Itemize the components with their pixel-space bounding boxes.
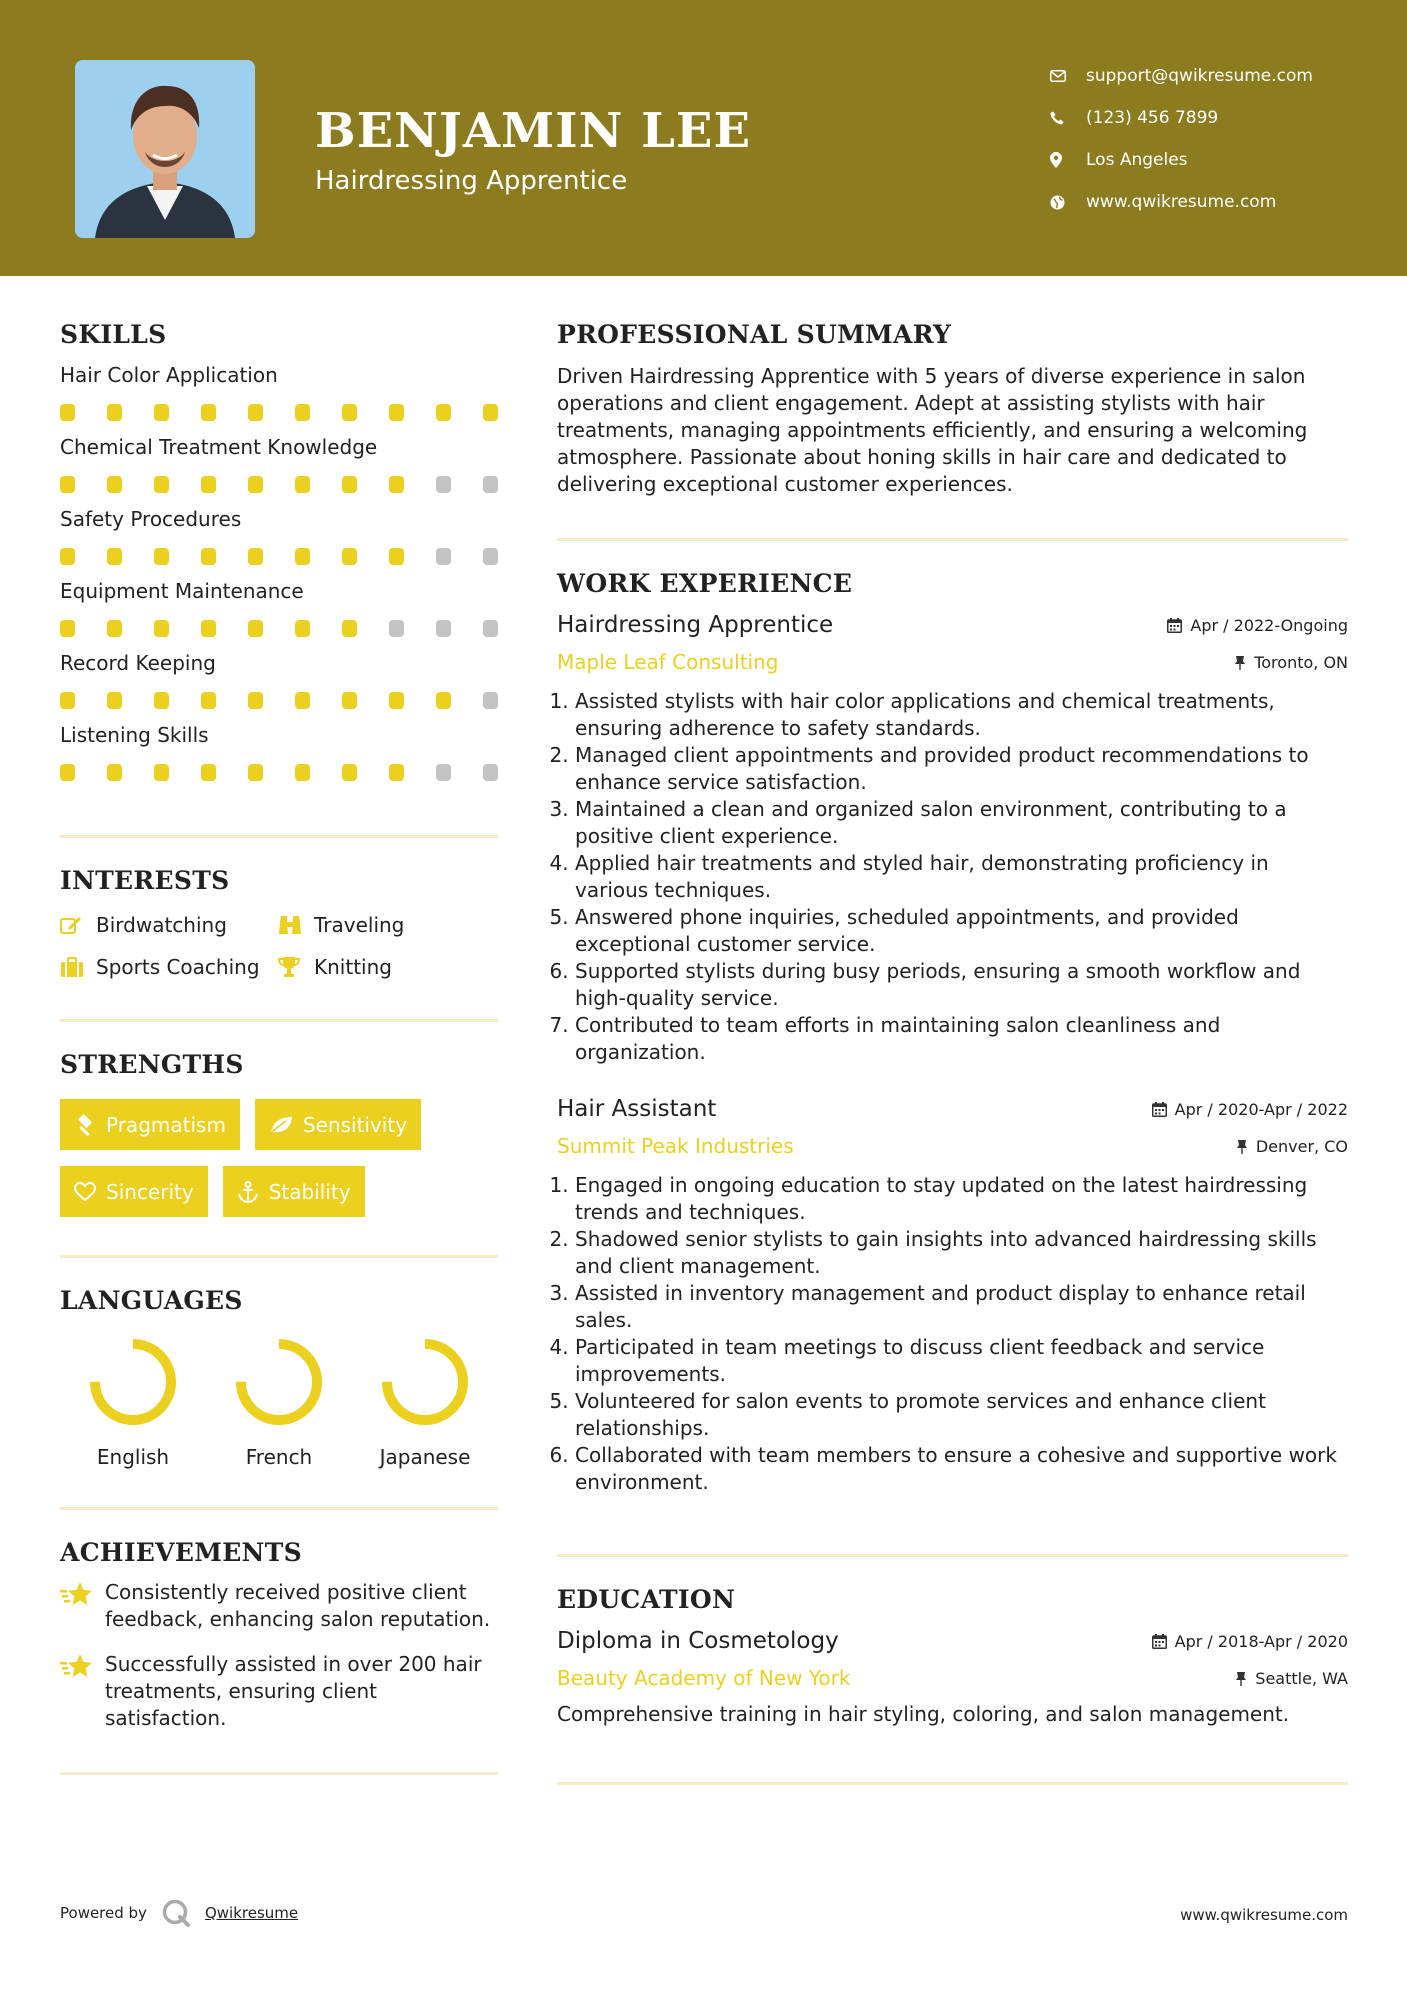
- interest-item: [278, 913, 498, 937]
- job-location-text: Denver, CO: [1255, 1136, 1348, 1156]
- rating-dot-filled: [248, 692, 263, 709]
- rating-dot-filled: [60, 548, 75, 565]
- job-dates-text: Apr / 2020-Apr / 2022: [1174, 1099, 1348, 1119]
- suitcase-icon: [60, 957, 96, 977]
- education-dates: [1152, 1632, 1348, 1651]
- skill-rating: [60, 476, 498, 493]
- leaf-icon: [269, 1115, 293, 1135]
- language-name: English: [96, 1445, 170, 1469]
- contact-phone[interactable]: [1050, 97, 1313, 139]
- education-description: Comprehensive training in hair styling, coloring, and salon management.: [557, 1702, 1290, 1726]
- job-bullet: 6. Collaborated with team members to ensure a cohesive and supportive work environment.: [575, 1442, 1348, 1496]
- contact-website-text: www.qwikresume.com: [1086, 192, 1277, 212]
- achievement-item: [60, 1579, 498, 1633]
- language-name: Japanese: [379, 1445, 471, 1469]
- skill-name: Equipment Maintenance: [60, 579, 304, 603]
- interest-label: Sports Coaching: [96, 955, 260, 979]
- skill-name: Safety Procedures: [60, 507, 242, 531]
- skill-rating: [60, 548, 498, 565]
- calendar-icon: [1152, 1634, 1167, 1649]
- pushpin-icon: [1236, 1139, 1248, 1154]
- job-location-text: Toronto, ON: [1254, 652, 1348, 672]
- job-bullet: 5. Volunteered for salon events to promote services and enhance client relationships.: [575, 1388, 1348, 1442]
- job-bullet: 4. Applied hair treatments and styled hair, demonstrating proficiency in various techniques.: [575, 850, 1348, 904]
- strength-label: Stability: [268, 1179, 351, 1204]
- candidate-title: Hairdressing Apprentice: [315, 166, 628, 196]
- rating-dot-filled: [201, 620, 216, 637]
- language-item: [206, 1337, 352, 1469]
- skill-rating: [60, 404, 498, 421]
- rating-dot-filled: [248, 620, 263, 637]
- education-entry: [557, 1628, 1348, 1726]
- trophy-icon: [278, 956, 314, 978]
- rating-dot-filled: [107, 764, 122, 781]
- star-icon: [60, 1651, 105, 1732]
- skills-heading: SKILLS: [60, 320, 167, 349]
- summary-text: Driven Hairdressing Apprentice with 5 years of diverse experience in salon operations and client engagement. Adept at assisting stylists with hair treatments, managing appointments efficiently, and ensuring a welcoming atmosphere. Passionate about honing skills in hair care and dedicated to delivering exceptional customer experiences.: [557, 364, 1308, 496]
- interest-label: Knitting: [314, 955, 392, 979]
- rating-dot-filled: [342, 548, 357, 565]
- job-bullet: 1. Assisted stylists with hair color applications and chemical treatments, ensuring adherence to safety standards.: [575, 688, 1348, 742]
- strength-label: Sincerity: [106, 1179, 194, 1204]
- skill-item: [60, 579, 498, 637]
- job-bullet: 4. Participated in team meetings to discuss client feedback and service improvements.: [575, 1334, 1348, 1388]
- gavel-icon: [74, 1114, 96, 1136]
- company-name: Summit Peak Industries: [557, 1134, 794, 1158]
- rating-dot-filled: [154, 620, 169, 637]
- anchor-icon: [237, 1181, 259, 1203]
- globe-icon: [1050, 195, 1086, 210]
- rating-dot-filled: [60, 404, 75, 421]
- rating-dot-filled: [389, 692, 404, 709]
- resume-header: [0, 0, 1407, 276]
- language-ring-arc: [387, 1344, 463, 1420]
- section-divider: [557, 1782, 1348, 1785]
- rating-dot-filled: [342, 476, 357, 493]
- rating-dot-filled: [295, 548, 310, 565]
- strength-label: Pragmatism: [106, 1112, 226, 1137]
- strengths-list: [60, 1099, 498, 1217]
- achievement-item: [60, 1651, 498, 1732]
- rating-dot-filled: [295, 692, 310, 709]
- rating-dot-filled: [154, 692, 169, 709]
- rating-dot-empty: [436, 476, 451, 493]
- degree-title: Diploma in Cosmetology: [557, 1628, 839, 1654]
- rating-dot-empty: [436, 620, 451, 637]
- section-divider: [60, 1019, 498, 1022]
- rating-dot-filled: [201, 476, 216, 493]
- binoculars-icon: [278, 914, 314, 936]
- job-dates-text: Apr / 2022-Ongoing: [1190, 615, 1348, 635]
- contact-website[interactable]: [1050, 181, 1313, 223]
- calendar-icon: [1167, 618, 1182, 633]
- rating-dot-filled: [154, 764, 169, 781]
- contact-email-text: support@qwikresume.com: [1086, 66, 1313, 86]
- rating-dot-filled: [295, 764, 310, 781]
- job-entry: [557, 612, 1348, 1066]
- rating-dot-empty: [483, 548, 498, 565]
- job-location: [1236, 1137, 1348, 1156]
- rating-dot-filled: [154, 404, 169, 421]
- qwikresume-link[interactable]: Qwikresume: [204, 1904, 299, 1922]
- interest-item: [60, 913, 278, 937]
- strengths-heading: STRENGTHS: [60, 1050, 244, 1079]
- job-bullet: 1. Engaged in ongoing education to stay updated on the latest hairdressing trends and techniques.: [575, 1172, 1348, 1226]
- strength-tag: [255, 1099, 421, 1150]
- rating-dot-empty: [436, 764, 451, 781]
- rating-dot-filled: [248, 548, 263, 565]
- rating-dot-empty: [483, 692, 498, 709]
- job-bullet: 7. Contributed to team efforts in maintaining salon cleanliness and organization.: [575, 1012, 1348, 1066]
- qwikresume-logo-icon: [161, 1898, 191, 1928]
- rating-dot-filled: [295, 476, 310, 493]
- language-ring-arc: [241, 1344, 317, 1420]
- language-item: [352, 1337, 498, 1469]
- skill-item: [60, 363, 498, 421]
- job-title: Hairdressing Apprentice: [557, 612, 834, 638]
- envelope-icon: [1050, 70, 1086, 82]
- skill-item: [60, 723, 498, 781]
- rating-dot-filled: [154, 476, 169, 493]
- calendar-icon: [1152, 1102, 1167, 1117]
- section-divider: [60, 1255, 498, 1258]
- job-title: Hair Assistant: [557, 1096, 717, 1122]
- rating-dot-empty: [389, 620, 404, 637]
- achievement-text: Successfully assisted in over 200 hair treatments, ensuring client satisfaction.: [105, 1652, 482, 1730]
- language-proficiency-ring: [380, 1337, 470, 1427]
- rating-dot-filled: [342, 692, 357, 709]
- job-location: [1234, 653, 1348, 672]
- job-bullet: 3. Assisted in inventory management and product display to enhance retail sales.: [575, 1280, 1348, 1334]
- achievements-list: [60, 1579, 498, 1732]
- footer-powered-by: [60, 1898, 298, 1928]
- job-bullets: [557, 1172, 1348, 1496]
- languages-heading: LANGUAGES: [60, 1286, 243, 1315]
- job-bullet: 3. Maintained a clean and organized salon environment, contributing to a positive client experience.: [575, 796, 1348, 850]
- rating-dot-filled: [342, 620, 357, 637]
- job-bullet: 2. Shadowed senior stylists to gain insights into advanced hairdressing skills and client management.: [575, 1226, 1348, 1280]
- rating-dot-empty: [483, 476, 498, 493]
- rating-dot-filled: [201, 692, 216, 709]
- education-location: [1235, 1669, 1348, 1688]
- language-ring-arc: [95, 1344, 171, 1420]
- rating-dot-filled: [60, 692, 75, 709]
- job-bullet: 6. Supported stylists during busy periods, ensuring a smooth workflow and high-quality service.: [575, 958, 1348, 1012]
- skill-item: [60, 435, 498, 493]
- candidate-name: BENJAMIN LEE: [315, 103, 752, 159]
- rating-dot-filled: [389, 404, 404, 421]
- interest-item: [60, 955, 278, 979]
- job-entry: [557, 1096, 1348, 1496]
- contact-location-text: Los Angeles: [1086, 150, 1188, 170]
- profile-photo: [75, 60, 255, 238]
- skill-item: [60, 507, 498, 565]
- map-pin-icon: [1050, 152, 1086, 168]
- rating-dot-filled: [248, 404, 263, 421]
- contact-phone-text: (123) 456 7899: [1086, 108, 1219, 128]
- interest-item: [278, 955, 498, 979]
- right-column: [557, 320, 1348, 1785]
- rating-dot-filled: [107, 620, 122, 637]
- rating-dot-filled: [107, 548, 122, 565]
- interest-label: Birdwatching: [96, 913, 227, 937]
- strength-tag: [60, 1166, 208, 1217]
- skill-rating: [60, 620, 498, 637]
- job-dates: [1167, 616, 1348, 635]
- pushpin-icon: [1235, 1671, 1247, 1686]
- rating-dot-filled: [60, 764, 75, 781]
- rating-dot-filled: [248, 476, 263, 493]
- pencil-square-icon: [60, 915, 96, 935]
- pushpin-icon: [1234, 655, 1246, 670]
- summary-heading: PROFESSIONAL SUMMARY: [557, 320, 952, 349]
- powered-by-text: Powered by: [60, 1904, 147, 1922]
- rating-dot-filled: [107, 476, 122, 493]
- footer-website[interactable]: www.qwikresume.com: [1180, 1906, 1348, 1924]
- rating-dot-empty: [483, 620, 498, 637]
- language-item: [60, 1337, 206, 1469]
- rating-dot-filled: [436, 404, 451, 421]
- skill-item: [60, 651, 498, 709]
- skill-rating: [60, 764, 498, 781]
- interests-heading: INTERESTS: [60, 866, 230, 895]
- rating-dot-filled: [154, 548, 169, 565]
- skill-name: Hair Color Application: [60, 363, 278, 387]
- rating-dot-filled: [436, 692, 451, 709]
- interests-list: [60, 913, 498, 979]
- section-divider: [557, 538, 1348, 541]
- rating-dot-filled: [342, 404, 357, 421]
- skill-rating: [60, 692, 498, 709]
- achievements-heading: ACHIEVEMENTS: [60, 1538, 302, 1567]
- rating-dot-filled: [60, 620, 75, 637]
- company-name: Maple Leaf Consulting: [557, 650, 779, 674]
- strength-tag: [223, 1166, 365, 1217]
- rating-dot-filled: [389, 764, 404, 781]
- contact-list: [1050, 55, 1313, 223]
- achievement-text: Consistently received positive client feedback, enhancing salon reputation.: [105, 1580, 491, 1631]
- rating-dot-empty: [436, 548, 451, 565]
- contact-location: [1050, 139, 1313, 181]
- section-divider: [60, 1507, 498, 1510]
- strength-label: Sensitivity: [302, 1112, 408, 1137]
- heart-icon: [74, 1182, 96, 1202]
- language-proficiency-ring: [88, 1337, 178, 1427]
- job-bullet: 5. Answered phone inquiries, scheduled appointments, and provided exceptional customer service.: [575, 904, 1348, 958]
- language-name: French: [245, 1445, 313, 1469]
- rating-dot-empty: [483, 764, 498, 781]
- skills-list: [60, 363, 498, 781]
- contact-email[interactable]: [1050, 55, 1313, 97]
- rating-dot-filled: [342, 764, 357, 781]
- section-divider: [60, 1772, 498, 1775]
- rating-dot-filled: [483, 404, 498, 421]
- languages-list: [60, 1337, 498, 1469]
- left-column: [60, 320, 498, 1775]
- rating-dot-filled: [295, 620, 310, 637]
- interest-label: Traveling: [314, 913, 405, 937]
- rating-dot-filled: [389, 476, 404, 493]
- job-bullets: [557, 688, 1348, 1066]
- education-dates-text: Apr / 2018-Apr / 2020: [1174, 1631, 1348, 1651]
- rating-dot-filled: [201, 548, 216, 565]
- rating-dot-filled: [295, 404, 310, 421]
- section-divider: [557, 1554, 1348, 1557]
- language-proficiency-ring: [234, 1337, 324, 1427]
- rating-dot-filled: [389, 548, 404, 565]
- school-name: Beauty Academy of New York: [557, 1666, 851, 1690]
- education-heading: EDUCATION: [557, 1585, 736, 1614]
- education-location-text: Seattle, WA: [1255, 1668, 1348, 1688]
- skill-name: Chemical Treatment Knowledge: [60, 435, 378, 459]
- phone-icon: [1050, 111, 1086, 125]
- star-icon: [60, 1579, 105, 1633]
- skill-name: Record Keeping: [60, 651, 216, 675]
- rating-dot-filled: [248, 764, 263, 781]
- experience-heading: WORK EXPERIENCE: [557, 569, 853, 598]
- job-dates: [1152, 1100, 1348, 1119]
- rating-dot-filled: [201, 764, 216, 781]
- rating-dot-filled: [107, 692, 122, 709]
- rating-dot-filled: [201, 404, 216, 421]
- rating-dot-filled: [60, 476, 75, 493]
- strength-tag: [60, 1099, 240, 1150]
- job-bullet: 2. Managed client appointments and provided product recommendations to enhance service satisfaction.: [575, 742, 1348, 796]
- skill-name: Listening Skills: [60, 723, 209, 747]
- rating-dot-filled: [107, 404, 122, 421]
- section-divider: [60, 835, 498, 838]
